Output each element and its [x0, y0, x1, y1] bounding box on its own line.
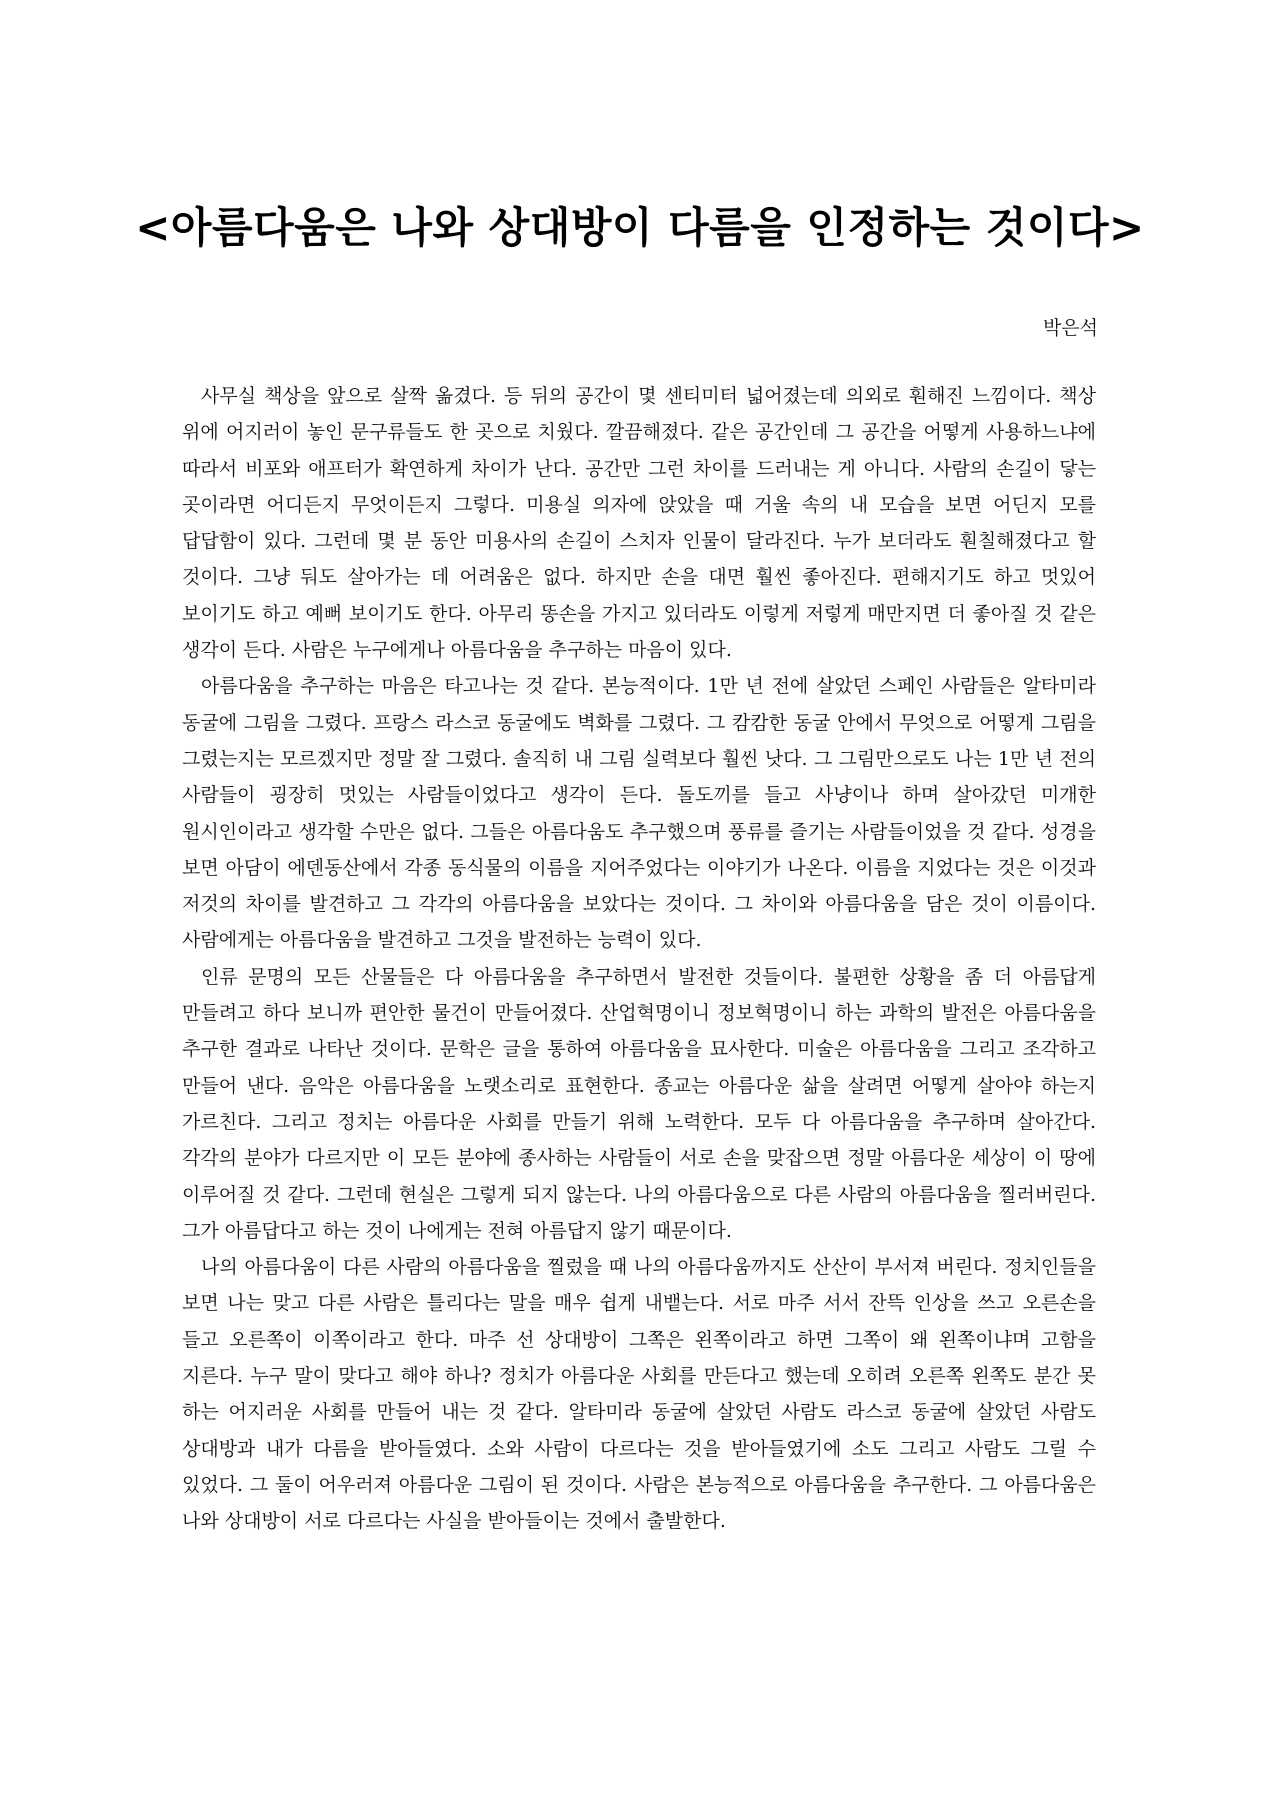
- document-author: 박은석: [1042, 317, 1098, 339]
- document-title: <아름다움은 나와 상대방이 다름을 인정하는 것이다>: [135, 203, 1145, 252]
- body-paragraph: 인류 문명의 모든 산물들은 다 아름다움을 추구하면서 발전한 것들이다. 불편한 상황을 좀 더 아름답게 만들려고 하다 보니까 편안한 물건이 만들어졌다. 산업혁명이니 정보혁명이니 하는 과학의 발전은 아름다움을 추구한 결과로 나타난 것이다. 문학은 글을 통하여 아름다움을 묘사한다. 미술은 아름다움을 그리고 조각하고 만들어 낸다. 음악은 아름다움을 노랫소리로 표현한다. 종교는 아름다운 삶을 살려면 어떻게 살아야 하는지 가르친다. 그리고 정치는 아름다운 사회를 만들기 위해 노력한다. 모두 다 아름다움을 추구하며 살아간다. 각각의 분야가 다르지만 이 모든 분야에 종사하는 사람들이 서로 손을 맞잡으면 정말 아름다운 세상이 이 땅에 이루어질 것 같다. 그런데 현실은 그렇게 되지 않는다. 나의 아름다움으로 다른 사람의 아름다움을 찔러버린다. 그가 아름답다고 하는 것이 나에게는 전혀 아름답지 않기 때문이다.: [182, 965, 1096, 1242]
- body-paragraph: 아름다움을 추구하는 마음은 타고나는 것 같다. 본능적이다. 1만 년 전에 살았던 스페인 사람들은 알타미라 동굴에 그림을 그렸다. 프랑스 라스코 동굴에도 벽화를 그렸다. 그 캄캄한 동굴 안에서 무엇으로 어떻게 그림을 그렸는지는 모르겠지만 정말 잘 그렸다. 솔직히 내 그림 실력보다 훨씬 낫다. 그 그림만으로도 나는 1만 년 전의 사람들이 굉장히 멋있는 사람들이었다고 생각이 든다. 돌도끼를 들고 사냥이나 하며 살아갔던 미개한 원시인이라고 생각할 수만은 없다. 그들은 아름다움도 추구했으며 풍류를 즐기는 사람들이었을 것 같다. 성경을 보면 아담이 에덴동산에서 각종 동식물의 이름을 지어주었다는 이야기가 나온다. 이름을 지었다는 것은 이것과 저것의 차이를 발견하고 그 각각의 아름다움을 보았다는 것이다. 그 차이와 아름다움을 담은 것이 이름이다. 사람에게는 아름다움을 발견하고 그것을 발전하는 능력이 있다.: [182, 675, 1096, 952]
- body-paragraph: 사무실 책상을 앞으로 살짝 옮겼다. 등 뒤의 공간이 몇 센티미터 넓어졌는데 의외로 훤해진 느낌이다. 책상 위에 어지러이 놓인 문구류들도 한 곳으로 치웠다. 깔끔해졌다. 같은 공간인데 그 공간을 어떻게 사용하느냐에 따라서 비포와 애프터가 확연하게 차이가 난다. 공간만 그런 차이를 드러내는 게 아니다. 사람의 손길이 닿는 곳이라면 어디든지 무엇이든지 그렇다. 미용실 의자에 앉았을 때 거울 속의 내 모습을 보면 어딘지 모를 답답함이 있다. 그런데 몇 분 동안 미용사의 손길이 스치자 인물이 달라진다. 누가 보더라도 훤칠해졌다고 할 것이다. 그냥 둬도 살아가는 데 어려움은 없다. 하지만 손을 대면 훨씬 좋아진다. 편해지기도 하고 멋있어 보이기도 하고 예뻐 보이기도 한다. 아무리 똥손을 가지고 있더라도 이렇게 저렇게 매만지면 더 좋아질 것 같은 생각이 든다. 사람은 누구에게나 아름다움을 추구하는 마음이 있다.: [182, 385, 1096, 662]
- document-body: [182, 378, 1096, 1540]
- body-paragraph: 나의 아름다움이 다른 사람의 아름다움을 찔렀을 때 나의 아름다움까지도 산산이 부서져 버린다. 정치인들을 보면 나는 맞고 다른 사람은 틀리다는 말을 매우 쉽게 내뱉는다. 서로 마주 서서 잔뜩 인상을 쓰고 오른손을 들고 오른쪽이 이쪽이라고 한다. 마주 선 상대방이 그쪽은 왼쪽이라고 하면 그쪽이 왜 왼쪽이냐며 고함을 지른다. 누구 말이 맞다고 해야 하나? 정치가 아름다운 사회를 만든다고 했는데 오히려 오른쪽 왼쪽도 분간 못 하는 어지러운 사회를 만들어 내는 것 같다. 알타미라 동굴에 살았던 사람도 라스코 동굴에 살았던 사람도 상대방과 내가 다름을 받아들였다. 소와 사람이 다르다는 것을 받아들였기에 소도 그리고 사람도 그릴 수 있었다. 그 둘이 어우러져 아름다운 그림이 된 것이다. 사람은 본능적으로 아름다움을 추구한다. 그 아름다움은 나와 상대방이 서로 다르다는 사실을 받아들이는 것에서 출발한다.: [182, 1256, 1096, 1533]
